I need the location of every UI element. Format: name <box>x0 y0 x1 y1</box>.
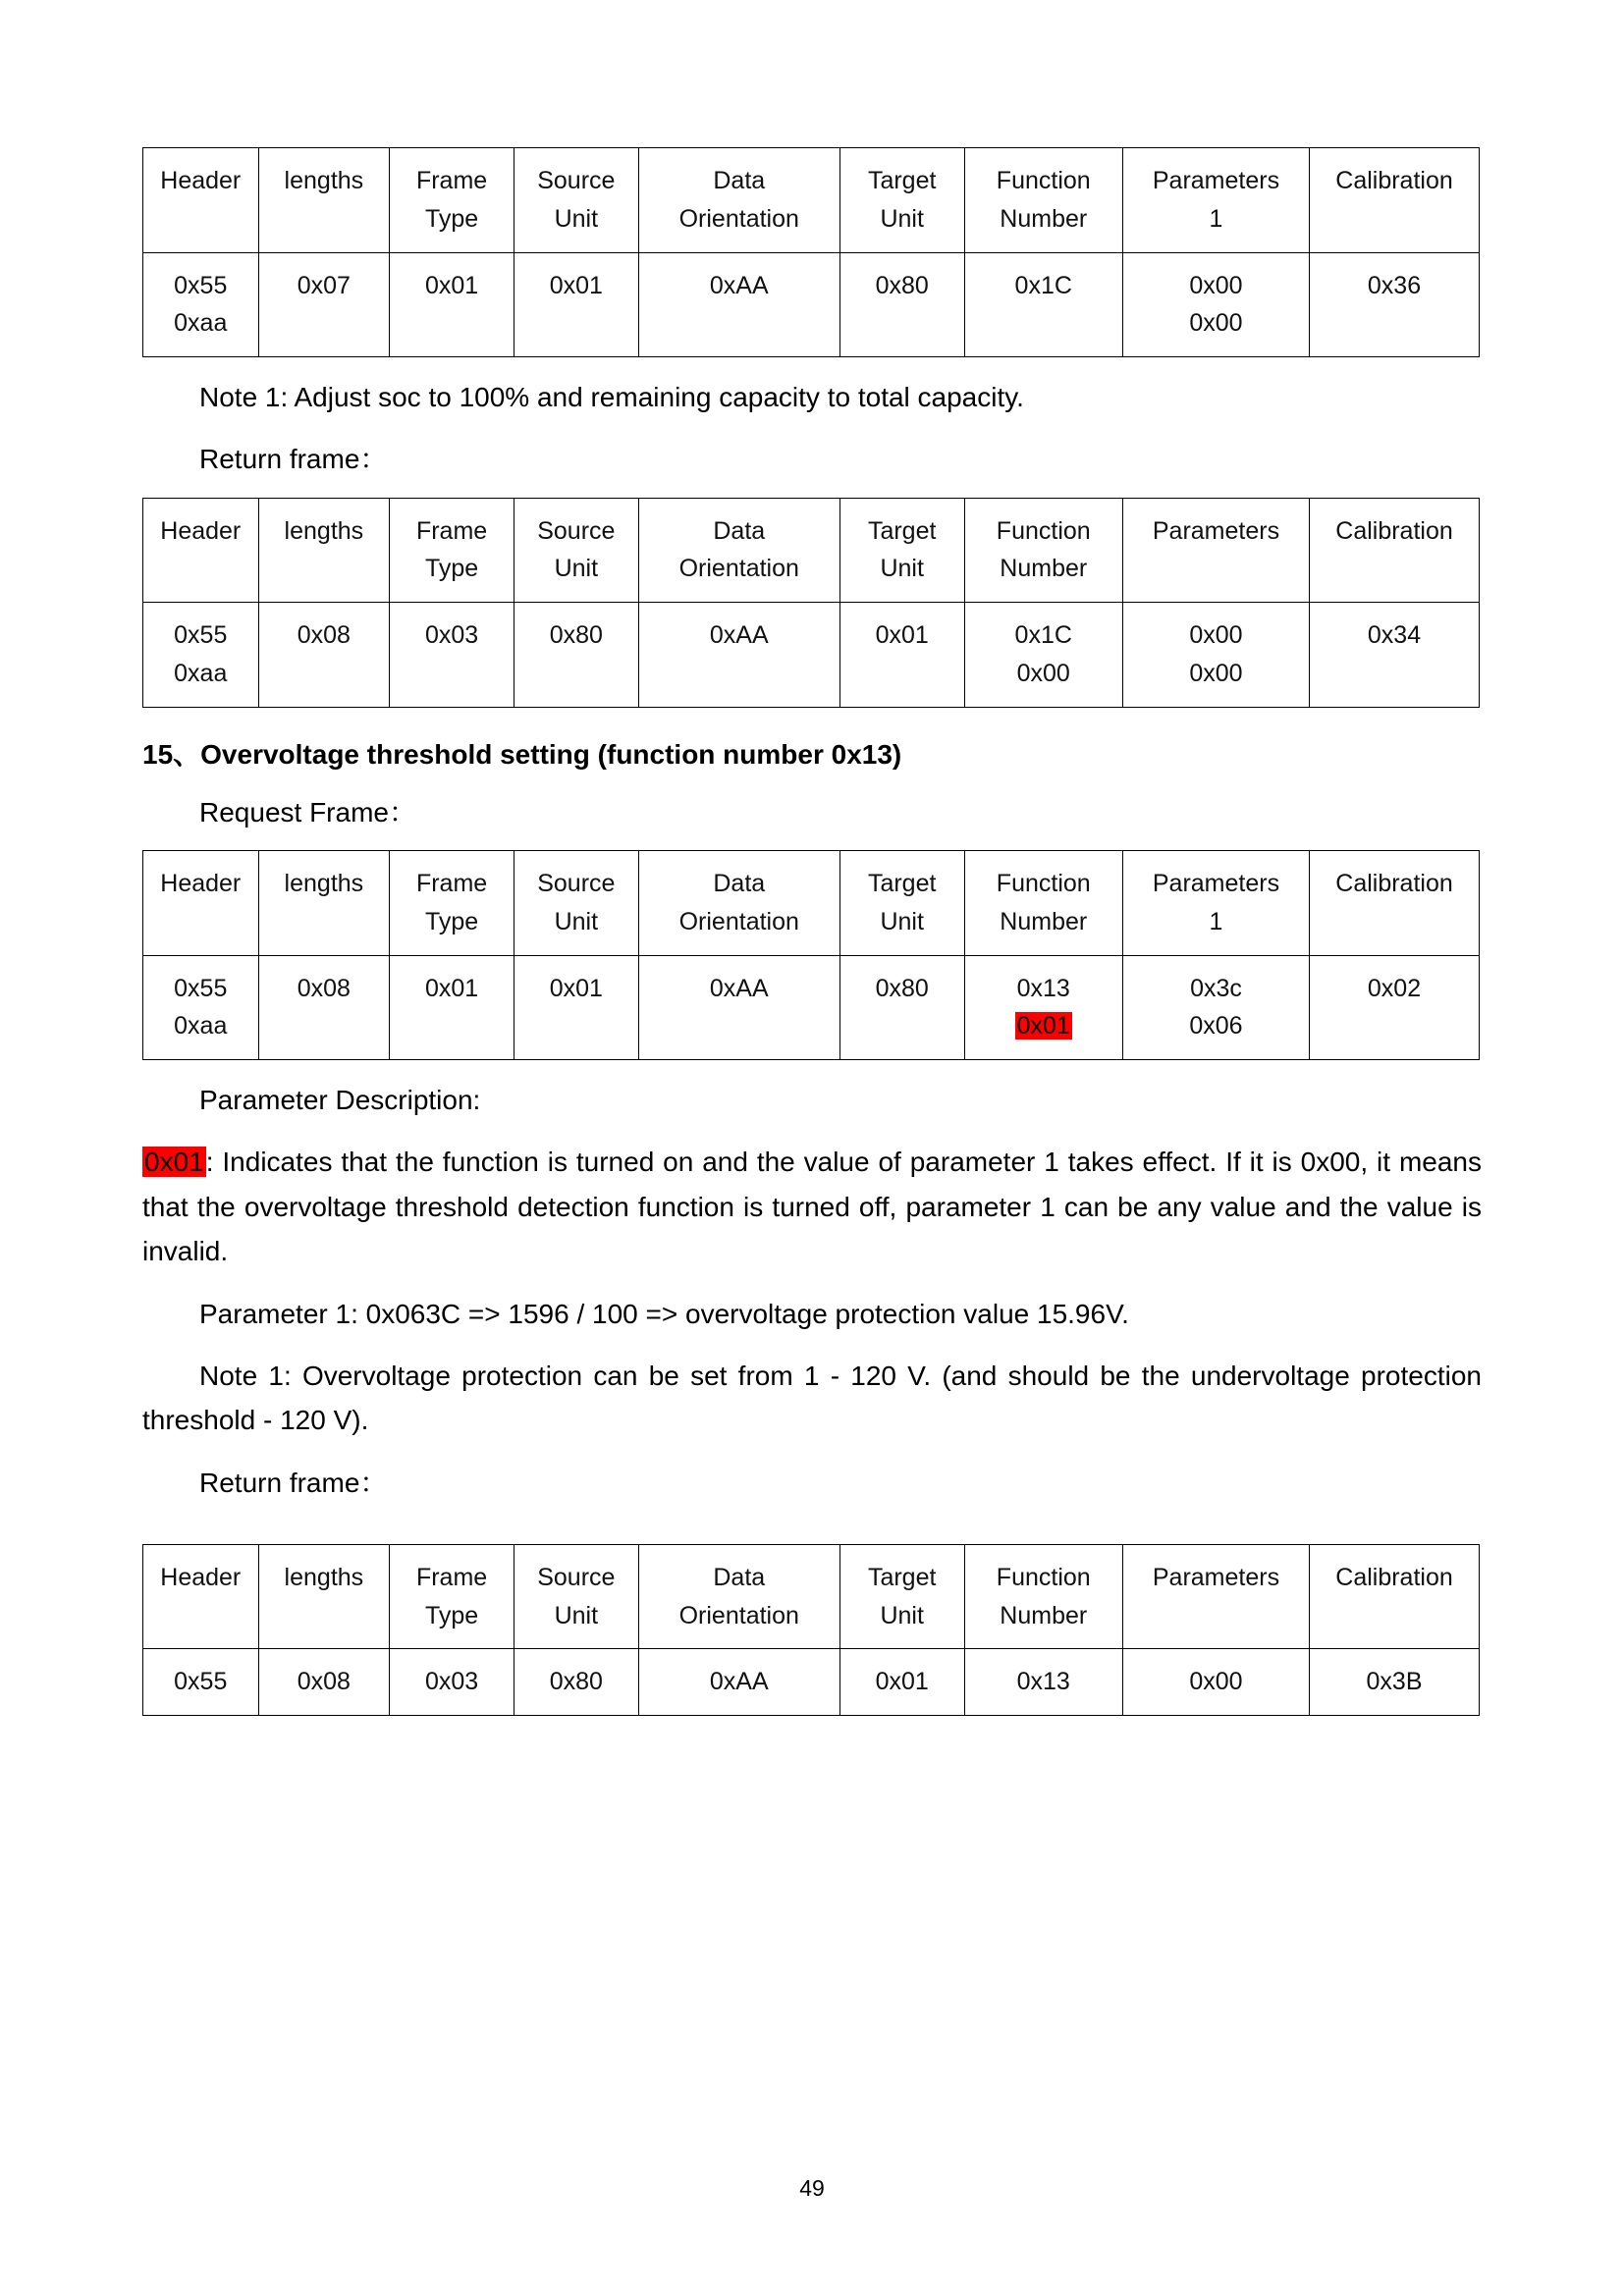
col-header: Data Orientation <box>638 148 839 253</box>
table-cell: 0x80 <box>839 955 964 1060</box>
col-header: Data Orientation <box>638 498 839 603</box>
table-header-row <box>143 148 1480 253</box>
table-cell: 0x01 <box>390 955 514 1060</box>
table-row <box>143 252 1480 357</box>
table-cell: 0xAA <box>638 1649 839 1716</box>
table-cell: 0xAA <box>638 603 839 708</box>
col-header: lengths <box>258 148 390 253</box>
table-cell: 0x34 <box>1310 603 1480 708</box>
col-header: Header <box>143 1544 259 1649</box>
note-1-soc: Note 1: Adjust soc to 100% and remaining capacity to total capacity. <box>199 382 1024 412</box>
table-overvoltage-return-frame <box>142 1544 1480 1716</box>
return-frame-label-1: Return frame： <box>199 444 388 475</box>
col-header: Frame Type <box>390 498 514 603</box>
table-cell: 0x08 <box>258 955 390 1060</box>
table-cell: 0x55 0xaa <box>143 603 259 708</box>
highlighted-value: 0x01 <box>1016 1012 1070 1041</box>
col-header: Target Unit <box>839 1544 964 1649</box>
table-row <box>143 955 1480 1060</box>
table-cell: 0x80 <box>514 603 638 708</box>
col-header: lengths <box>258 498 390 603</box>
table-cell: 0x03 <box>390 603 514 708</box>
table-cell: 0x08 <box>258 1649 390 1716</box>
table-cell: 0x36 <box>1310 252 1480 357</box>
col-header: Frame Type <box>390 1544 514 1649</box>
col-header: Calibration <box>1310 498 1480 603</box>
table-cell: 0x01 <box>514 252 638 357</box>
col-header: Parameters <box>1122 498 1309 603</box>
col-header: Target Unit <box>839 851 964 956</box>
col-header: Source Unit <box>514 148 638 253</box>
col-header: Function Number <box>964 498 1122 603</box>
col-header: Frame Type <box>390 148 514 253</box>
parameter-description-text: : Indicates that the function is turned on and the value of parameter 1 takes effect. If it is 0x00, it means that the overvoltage threshold detection function is turned off, parameter 1 can be any value and the value is invalid. <box>142 1147 1482 1267</box>
table-cell: 0x07 <box>258 252 390 357</box>
table-cell: 0x55 0xaa <box>143 252 259 357</box>
table-cell: 0xAA <box>638 252 839 357</box>
table-cell: 0x01 <box>514 955 638 1060</box>
col-header: Calibration <box>1310 148 1480 253</box>
return-frame-label-2: Return frame： <box>199 1467 388 1498</box>
table-cell: 0x13 <box>964 1649 1122 1716</box>
table-row <box>143 1649 1480 1716</box>
col-header: Data Orientation <box>638 1544 839 1649</box>
table-cell: 0x02 <box>1310 955 1480 1060</box>
table-overvoltage-request-frame <box>142 850 1480 1060</box>
col-header: Parameters 1 <box>1122 851 1309 956</box>
table-cell: 0x1C 0x00 <box>964 603 1122 708</box>
col-header: Calibration <box>1310 1544 1480 1649</box>
table-cell: 0x08 <box>258 603 390 708</box>
table-header-row <box>143 498 1480 603</box>
col-header: Source Unit <box>514 851 638 956</box>
table-cell: 0x03 <box>390 1649 514 1716</box>
col-header: Source Unit <box>514 1544 638 1649</box>
parameter-1-line: Parameter 1: 0x063C => 1596 / 100 => overvoltage protection value 15.96V. <box>199 1298 1129 1329</box>
table-cell: 0x3c 0x06 <box>1122 955 1309 1060</box>
col-header: Parameters 1 <box>1122 148 1309 253</box>
table-cell-function-number: 0x13 0x01 <box>964 955 1122 1060</box>
table-cell: 0x00 0x00 <box>1122 603 1309 708</box>
col-header: Data Orientation <box>638 851 839 956</box>
table-cell: 0x01 <box>839 1649 964 1716</box>
col-header: Function Number <box>964 851 1122 956</box>
col-header: Header <box>143 148 259 253</box>
col-header: Frame Type <box>390 851 514 956</box>
page-number: 49 <box>799 2175 825 2201</box>
col-header: Parameters <box>1122 1544 1309 1649</box>
table-cell: 0x80 <box>839 252 964 357</box>
table-cell: 0x55 <box>143 1649 259 1716</box>
col-header: Header <box>143 851 259 956</box>
table-cell: 0x01 <box>390 252 514 357</box>
col-header: Target Unit <box>839 498 964 603</box>
col-header: lengths <box>258 1544 390 1649</box>
table-cell: 0x3B <box>1310 1649 1480 1716</box>
table-cell: 0x00 <box>1122 1649 1309 1716</box>
table-header-row <box>143 1544 1480 1649</box>
section-15-title: 15、Overvoltage threshold setting (function number 0x13) <box>142 738 902 770</box>
highlighted-value-0x01: 0x01 <box>144 1147 204 1178</box>
table-soc-adjust-return-frame <box>142 498 1480 708</box>
col-header: Function Number <box>964 1544 1122 1649</box>
note-1-overvoltage: Note 1: Overvoltage protection can be set from 1 - 120 V. (and should be the undervoltage protection threshold - 120 V). <box>142 1360 1482 1436</box>
table-soc-adjust-request-frame <box>142 147 1480 357</box>
table-cell: 0x80 <box>514 1649 638 1716</box>
table-cell: 0x1C <box>964 252 1122 357</box>
table-cell: 0x01 <box>839 603 964 708</box>
table-cell: 0xAA <box>638 955 839 1060</box>
table-cell: 0x55 0xaa <box>143 955 259 1060</box>
col-header: Function Number <box>964 148 1122 253</box>
table-row <box>143 603 1480 708</box>
parameter-description-label: Parameter Description: <box>199 1085 481 1116</box>
col-header: lengths <box>258 851 390 956</box>
request-frame-label: Request Frame： <box>199 796 416 828</box>
col-header: Calibration <box>1310 851 1480 956</box>
col-header: Target Unit <box>839 148 964 253</box>
col-header: Header <box>143 498 259 603</box>
table-cell: 0x00 0x00 <box>1122 252 1309 357</box>
col-header: Source Unit <box>514 498 638 603</box>
parameter-description-body <box>142 1140 1482 1273</box>
table-header-row <box>143 851 1480 956</box>
